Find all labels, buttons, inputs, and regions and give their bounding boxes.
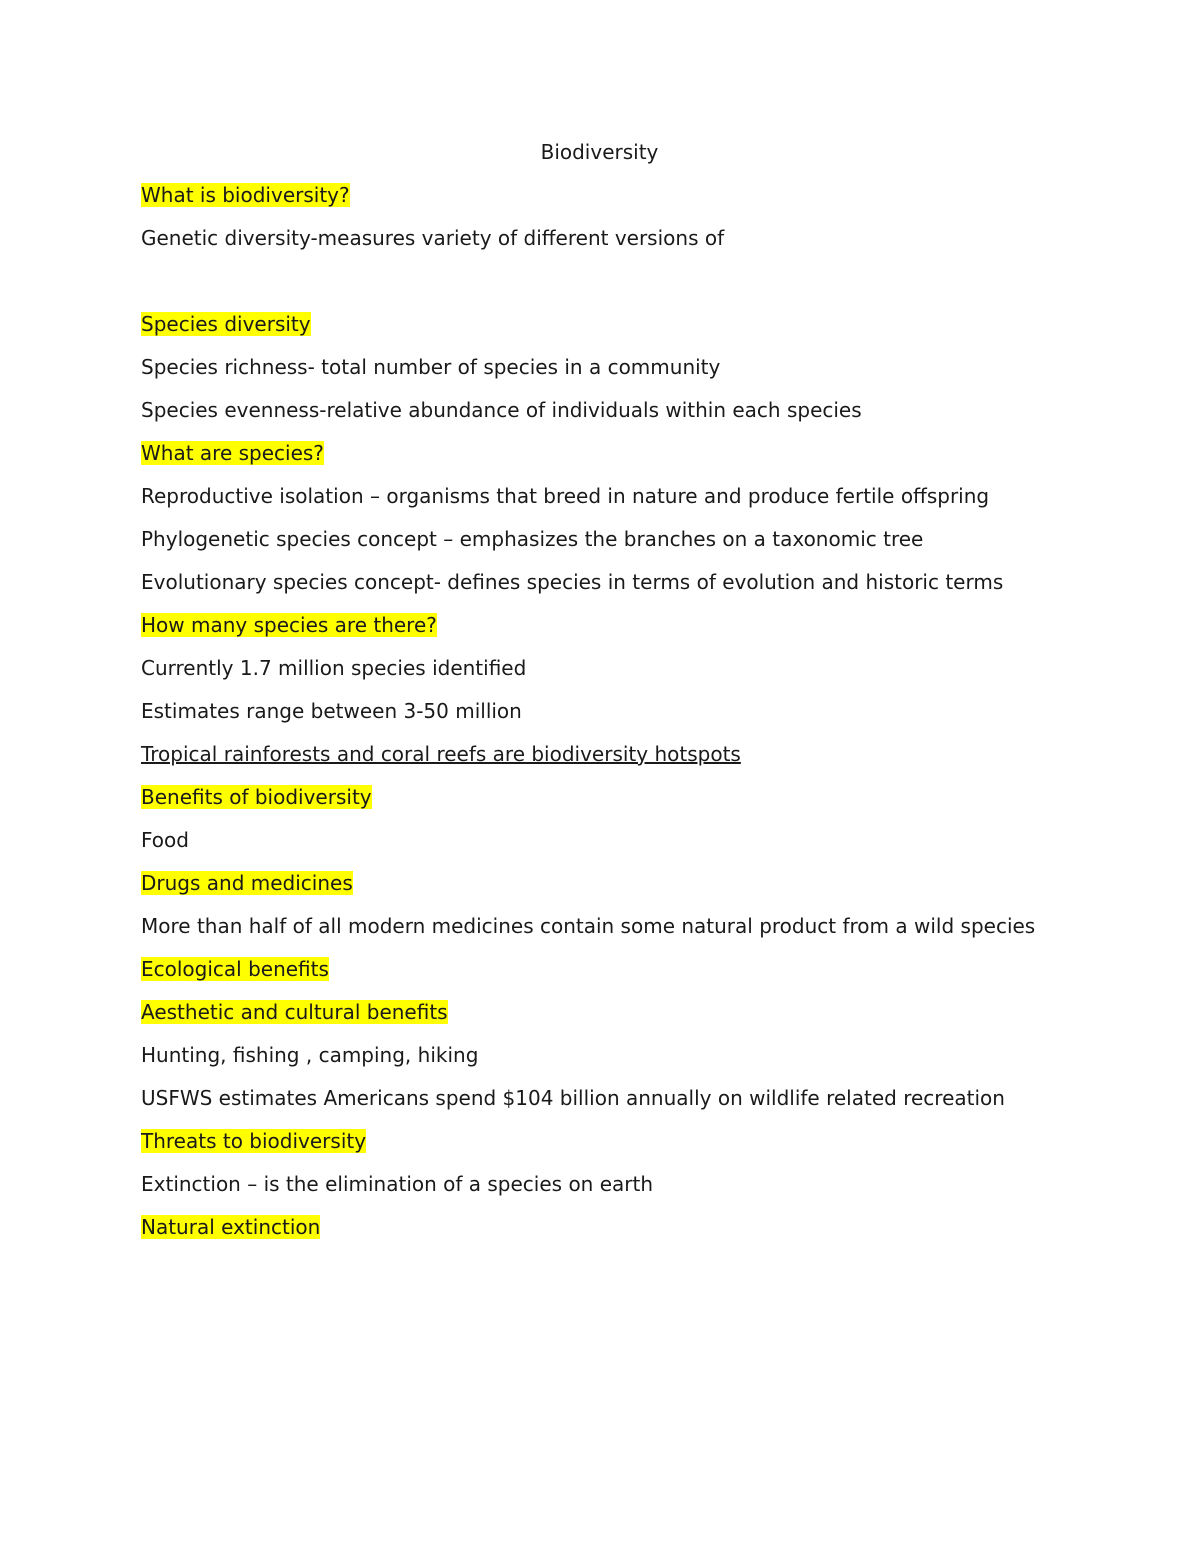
paragraph-food: Food xyxy=(141,828,189,852)
paragraph-evolutionary-species: Evolutionary species concept- defines species in terms of evolution and historic terms xyxy=(141,570,1004,594)
heading-benefits xyxy=(141,784,1041,811)
document-title: Biodiversity xyxy=(540,140,659,164)
heading-aesthetic-cultural xyxy=(141,999,1041,1026)
paragraph-phylogenetic-species: Phylogenetic species concept – emphasizes the branches on a taxonomic tree xyxy=(141,527,924,551)
heading-natural-extinction xyxy=(141,1214,1041,1241)
heading-species-diversity xyxy=(141,311,1041,338)
highlighted-text: What is biodiversity? xyxy=(141,183,350,207)
paragraph-genetic-diversity: Genetic diversity-measures variety of different versions of xyxy=(141,226,725,250)
heading-drugs-medicines xyxy=(141,870,1041,897)
paragraph-modern-medicines: More than half of all modern medicines contain some natural product from a wild species xyxy=(141,914,1036,938)
highlighted-text: What are species? xyxy=(141,441,324,465)
highlighted-text: Benefits of biodiversity xyxy=(141,785,372,809)
highlighted-text: Natural extinction xyxy=(141,1215,321,1239)
highlighted-text: Threats to biodiversity xyxy=(141,1129,367,1153)
paragraph-estimates-range: Estimates range between 3-50 million xyxy=(141,699,522,723)
highlighted-text: Ecological benefits xyxy=(141,957,329,981)
heading-what-are-species xyxy=(141,440,1041,467)
paragraph-hunting-fishing: Hunting, fishing , camping, hiking xyxy=(141,1043,479,1067)
blank-line xyxy=(141,268,1041,311)
paragraph-usfws-estimates: USFWS estimates Americans spend $104 billion annually on wildlife related recreation xyxy=(141,1086,1005,1110)
paragraph-reproductive-isolation: Reproductive isolation – organisms that breed in nature and produce fertile offspring xyxy=(141,484,990,508)
heading-how-many-species xyxy=(141,612,1041,639)
highlighted-text: Species diversity xyxy=(141,312,311,336)
highlighted-text: Aesthetic and cultural benefits xyxy=(141,1000,448,1024)
paragraph-extinction: Extinction – is the elimination of a species on earth xyxy=(141,1172,654,1196)
paragraph-species-evenness: Species evenness-relative abundance of individuals within each species xyxy=(141,398,862,422)
heading-threats xyxy=(141,1128,1041,1155)
paragraph-species-richness: Species richness- total number of species in a community xyxy=(141,355,721,379)
highlighted-text: Drugs and medicines xyxy=(141,871,353,895)
heading-what-is-biodiversity xyxy=(141,182,1041,209)
highlighted-text: How many species are there? xyxy=(141,613,437,637)
paragraph-hotspots xyxy=(141,741,1041,768)
underlined-text: Tropical rainforests and coral reefs are biodiversity hotspots xyxy=(141,742,741,766)
paragraph-currently-identified: Currently 1.7 million species identified xyxy=(141,656,527,680)
heading-ecological-benefits xyxy=(141,956,1041,983)
document-body xyxy=(141,139,1041,1257)
